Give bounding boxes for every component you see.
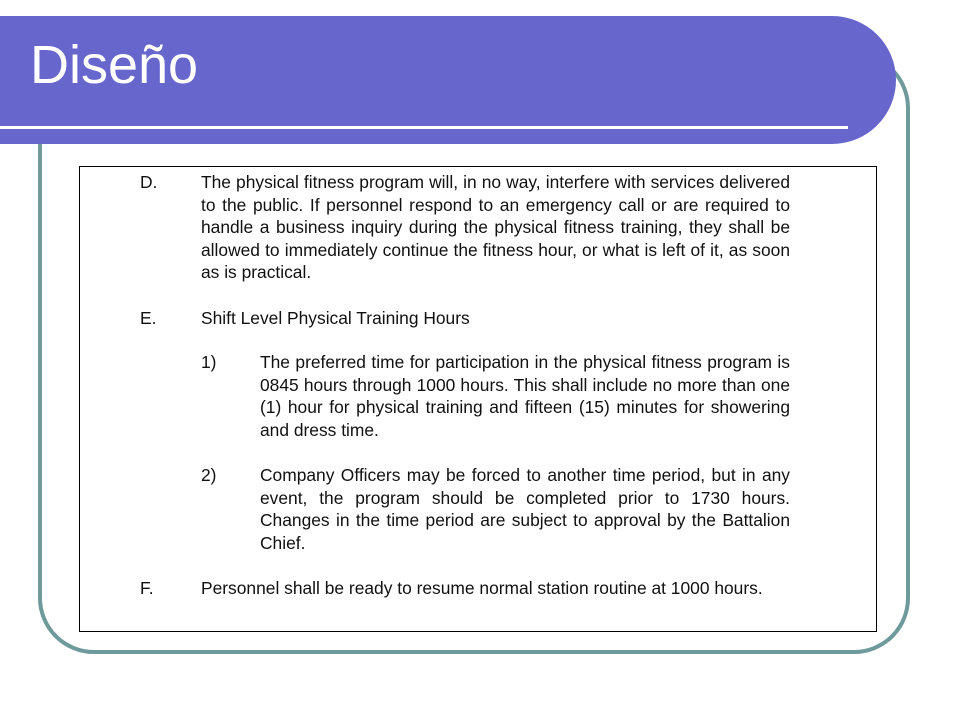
item-e-1-text: The preferred time for participation in the physical fitness program is 0845 hours through 1000 hours. This shall include no more than one (1) hour for physical training and fifteen (15) minutes for showering and dress time. <box>260 352 790 440</box>
title-underline <box>0 126 848 129</box>
item-e-2-marker: 2) <box>201 465 217 485</box>
item-f-marker: F. <box>140 578 154 598</box>
item-e-heading: Shift Level Physical Training Hours <box>201 308 470 328</box>
item-e-2-text: Company Officers may be forced to another time period, but in any event, the program should be completed prior to 1730 hours. Changes in the time period are subject to approval by the Battalion Chief. <box>260 465 790 553</box>
item-d-text: The physical fitness program will, in no way, interfere with services delivered to the public. If personnel respond to an emergency call or are required to handle a business inquiry during the physical fitness training, they shall be allowed to immediately continue the fitness hour, or what is left of it, as soon as is practical. <box>201 172 790 283</box>
item-d-marker: D. <box>140 172 158 192</box>
slide-title: Diseño <box>30 35 199 95</box>
item-e-marker: E. <box>140 308 157 328</box>
document-excerpt <box>79 166 877 632</box>
item-f-text: Personnel shall be ready to resume normal station routine at 1000 hours. <box>201 578 763 598</box>
item-e-1-marker: 1) <box>201 352 217 372</box>
